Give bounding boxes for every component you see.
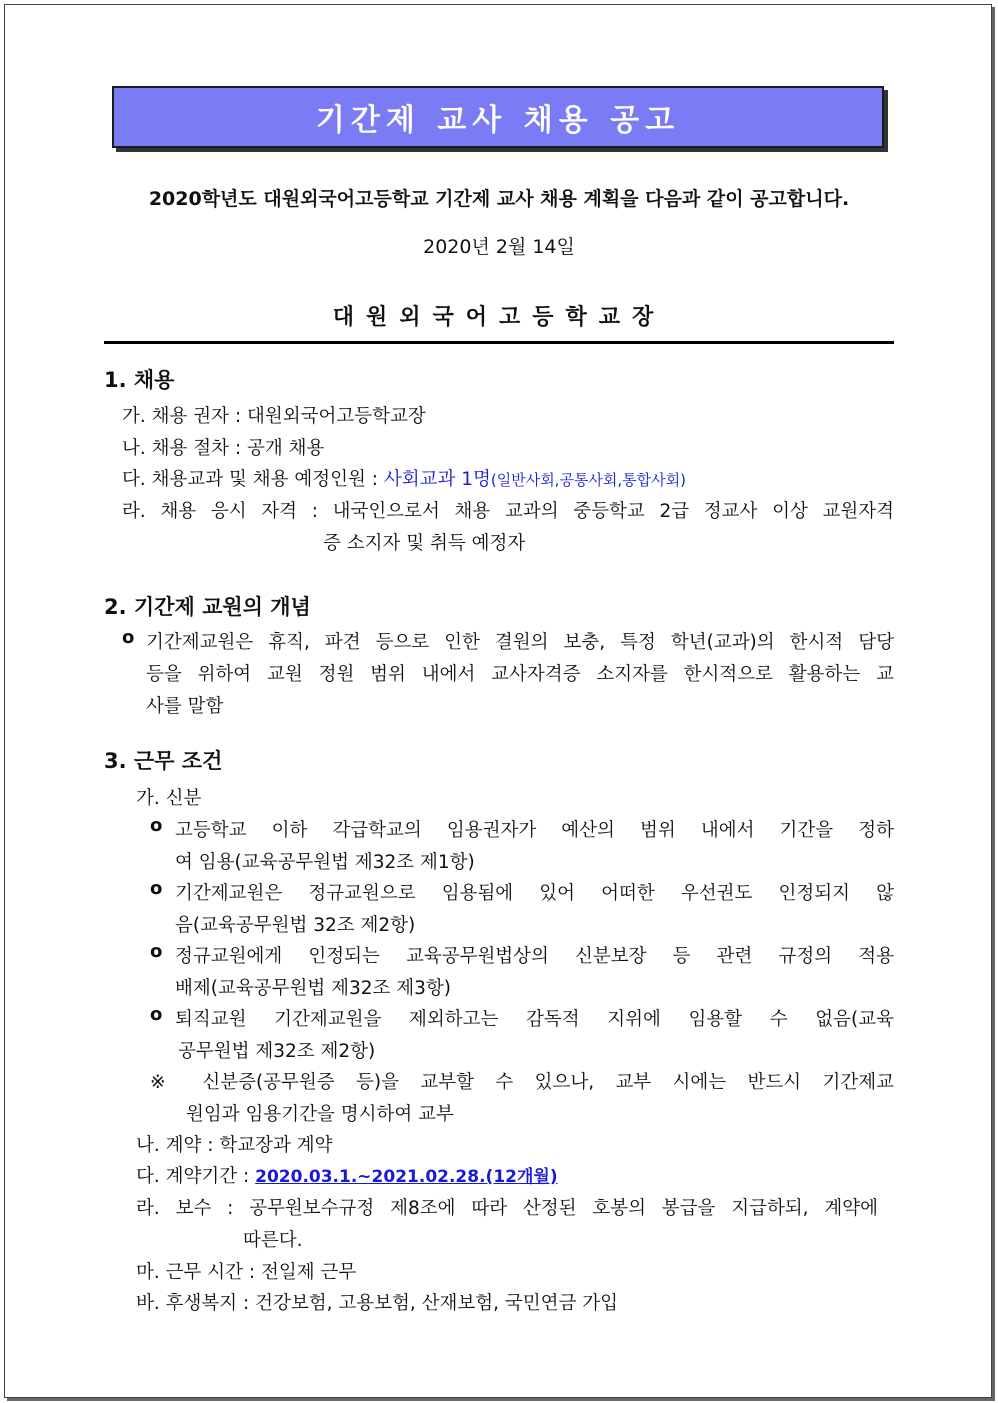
page-title: 기간제 교사 채용 공고 (315, 103, 681, 138)
s3-note-line2: 원임과 임용기간을 명시하여 교부 (186, 1104, 454, 1125)
s1-item-c-detail: (일반사회,공통사회,통합사회) (490, 471, 686, 489)
s1-item-c (122, 465, 686, 491)
s2-text-line3: 사를 말함 (146, 696, 224, 717)
s3-item-d-line1: 라. 보수 : 공무원보수규정 제8조에 따라 산정된 호봉의 봉급을 지급하되, 계약에 (136, 1198, 878, 1219)
s1-item-c-value: 사회교과 1명 (383, 469, 491, 490)
s3-bullet-3-icon: o (150, 941, 163, 962)
s2-bullet-icon: o (122, 627, 135, 648)
section-3-heading: 3. 근무 조건 (104, 749, 223, 773)
s3-bullet-1-line1: 고등학교 이하 각급학교의 임용권자가 예산의 범위 내에서 기간을 정하 (175, 820, 894, 841)
s3-item-c-label: 다. 계약기간 : (136, 1166, 256, 1187)
s3-item-b: 나. 계약 : 학교장과 계약 (136, 1135, 333, 1156)
s3-bullet-2-icon: o (150, 878, 163, 899)
s3-bullet-4-icon: o (150, 1004, 163, 1025)
s3-bullet-1-line2: 여 임용(교육공무원법 제32조 제1항) (175, 852, 475, 873)
s3-note-line1: ※ 신분증(공무원증 등)을 교부할 수 있으나, 교부 시에는 반드시 기간제교 (150, 1072, 894, 1093)
s3-item-c (136, 1162, 558, 1188)
s3-item-a: 가. 신분 (136, 788, 202, 809)
contract-period-link[interactable]: 2020.03.1.~2021.02.28.(12개월) (255, 1167, 558, 1187)
intro-text: 2020학년도 대원외국어고등학교 기간제 교사 채용 계획을 다음과 같이 공고합니다. (148, 188, 850, 210)
s3-item-d-line2: 따른다. (243, 1230, 303, 1251)
s1-item-a: 가. 채용 권자 : 대원외국어고등학교장 (122, 406, 426, 427)
section-2-heading: 2. 기간제 교원의 개념 (104, 595, 311, 619)
s3-bullet-2-line1: 기간제교원은 정규교원으로 임용됨에 있어 어떠한 우선권도 인정되지 않 (175, 883, 894, 904)
s3-item-f: 바. 후생복지 : 건강보험, 고용보험, 산재보험, 국민연금 가입 (136, 1293, 618, 1314)
s3-bullet-1-icon: o (150, 815, 163, 836)
s3-bullet-4-line2: 공무원법 제32조 제2항) (178, 1041, 376, 1062)
s3-item-e: 마. 근무 시간 : 전일제 근무 (136, 1262, 357, 1283)
s1-item-b: 나. 채용 절차 : 공개 채용 (122, 438, 325, 459)
s3-bullet-3-line2: 배제(교육공무원법 제32조 제3항) (175, 978, 451, 999)
s2-text-line1: 기간제교원은 휴직, 파견 등으로 인한 결원의 보충, 특정 학년(교과)의 한시적 담당 (146, 632, 894, 653)
s3-bullet-4-line1: 퇴직교원 기간제교원을 제외하고는 감독적 지위에 임용할 수 없음(교육 (175, 1009, 894, 1030)
signer-name: 대원외국어고등학교장 (332, 305, 666, 330)
section-1-heading: 1. 채용 (104, 368, 175, 392)
announcement-date: 2020년 2월 14일 (423, 236, 575, 258)
s3-bullet-2-line2: 음(교육공무원법 32조 제2항) (175, 915, 416, 936)
s2-text-line2: 등을 위하여 교원 정원 범위 내에서 교사자격증 소지자를 한시적으로 활용하는 교 (146, 664, 894, 685)
s1-item-c-label: 다. 채용교과 및 채용 예정인원 : (122, 469, 384, 490)
divider-rule (104, 341, 894, 344)
s1-item-d-line2: 증 소지자 및 취득 예정자 (323, 533, 526, 554)
s3-bullet-3-line1: 정규교원에게 인정되는 교육공무원법상의 신분보장 등 관련 규정의 적용 (175, 946, 894, 967)
s1-item-d-line1: 라. 채용 응시 자격 : 내국인으로서 채용 교과의 중등학교 2급 정교사 이상 교원자격 (122, 501, 894, 522)
title-banner (112, 86, 884, 148)
